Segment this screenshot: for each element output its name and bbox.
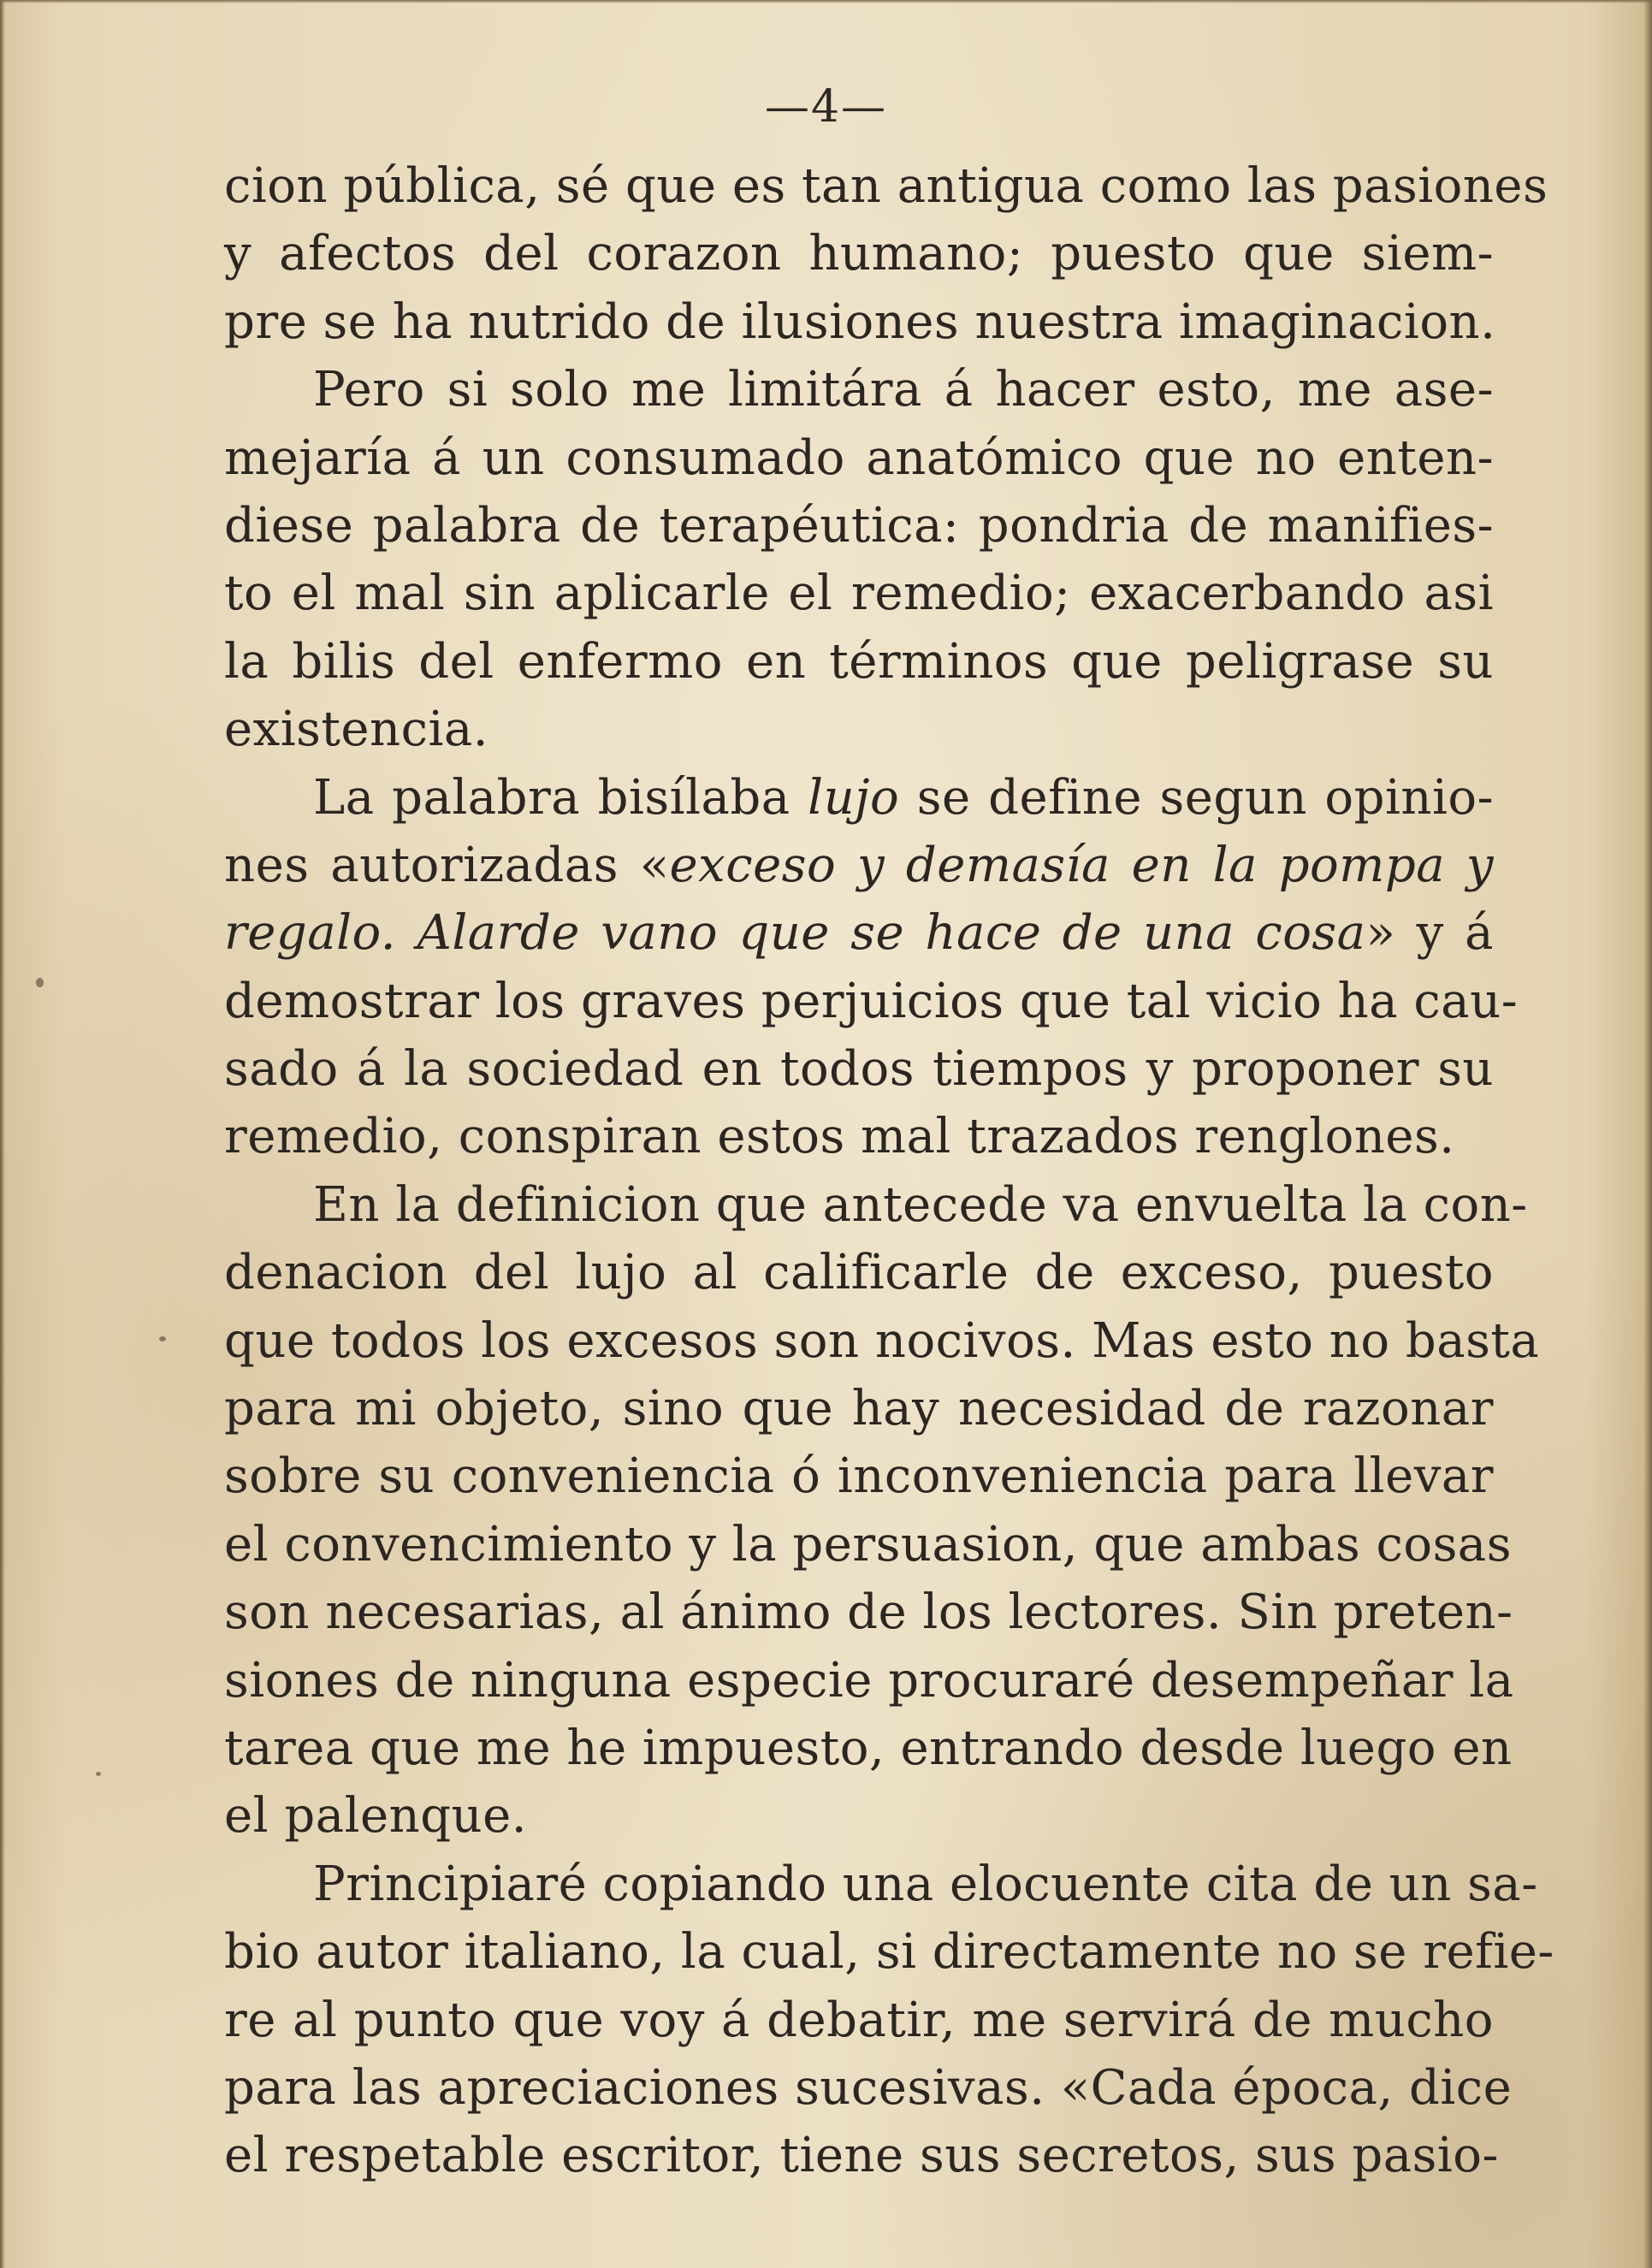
text-segment: que todos los excesos son nocivos. Mas esto no basta (224, 1312, 1540, 1369)
page-number: —4— (764, 81, 888, 133)
page-right-edge (1643, 0, 1652, 2268)
text-segment: Principiaré copiando una elocuente cita de un sa- (313, 1856, 1538, 1912)
text-line (224, 1171, 1528, 1239)
text-line (224, 152, 1548, 220)
text-segment: el convencimiento y la persuasion, que ambas cosas (224, 1516, 1512, 1572)
text-segment: el respetable escritor, tiene sus secretos, sus pasio- (224, 2128, 1499, 2184)
text-segment: siones de ninguna especie procuraré desempeñar la (224, 1652, 1514, 1708)
italic-text: lujo (808, 769, 900, 826)
ink-speck (36, 978, 44, 987)
text-line (224, 1918, 1554, 1986)
text-segment: existencia. (224, 702, 489, 758)
text-line (224, 1578, 1513, 1646)
text-segment: se define segun opinio- (899, 769, 1495, 826)
text-line (224, 220, 1494, 287)
text-line (224, 560, 1494, 627)
paragraph (224, 1851, 1554, 2190)
text-line (224, 1987, 1494, 2054)
text-segment: pre se ha nutrido de ilusiones nuestra imaginacion. (224, 293, 1496, 350)
text-segment: nes autorizadas « (224, 837, 670, 893)
text-segment: » y á (1365, 905, 1494, 962)
text-segment: y afectos del corazon humano; puesto que siem- (224, 226, 1494, 282)
text-segment: el palenque. (224, 1788, 528, 1845)
text-line (224, 1782, 1494, 1850)
text-line (224, 899, 1494, 967)
text-line (224, 968, 1519, 1035)
paragraph (224, 1171, 1540, 1851)
text-segment: para las apreciaciones sucesivas. «Cada época, dice (224, 2059, 1513, 2116)
text-line (224, 1442, 1494, 1510)
text-line (224, 1851, 1538, 1918)
text-segment: diese palabra de terapéutica: pondria de manifies- (224, 497, 1494, 554)
text-line (224, 1647, 1514, 1714)
text-line (224, 2054, 1513, 2122)
paragraph (224, 764, 1519, 1171)
text-segment: re al punto que voy á debatir, me servirá de mucho (224, 1992, 1494, 2048)
text-segment: La palabra bisílaba (313, 769, 808, 826)
ink-speck (159, 1336, 166, 1341)
text-line (224, 764, 1494, 832)
ink-speck (96, 1772, 101, 1776)
paragraph (224, 356, 1494, 763)
text-line (224, 696, 1494, 763)
text-segment: son necesarias, al ánimo de los lectores. Sin preten- (224, 1584, 1513, 1641)
text-line (224, 1375, 1494, 1442)
text-segment: bio autor italiano, la cual, si directamente no se refie- (224, 1924, 1554, 1981)
page-top-edge (0, 0, 1652, 3)
paragraph (224, 152, 1548, 356)
text-segment: para mi objeto, sino que hay necesidad de razonar (224, 1381, 1494, 1437)
text-line (224, 1714, 1513, 1782)
text-segment: remedio, conspiran estos mal trazados renglones. (224, 1109, 1455, 1165)
text-line (224, 424, 1494, 492)
text-line (224, 1103, 1494, 1170)
text-line (224, 832, 1494, 899)
text-line (224, 492, 1494, 560)
text-line (224, 356, 1494, 423)
text-segment: Pero si solo me limitára á hacer esto, me ase- (313, 362, 1494, 418)
text-line (224, 2122, 1499, 2189)
text-segment: to el mal sin aplicarle el remedio; exacerbando asi (224, 566, 1494, 622)
text-segment: En la definicion que antecede va envuelta la con- (313, 1176, 1528, 1233)
text-line (224, 288, 1494, 356)
text-segment: sado á la sociedad en todos tiempos y proponer su (224, 1041, 1494, 1098)
text-segment: mejaría á un consumado anatómico que no enten- (224, 429, 1494, 486)
text-segment: cion pública, sé que es tan antigua como las pasiones (224, 158, 1548, 214)
text-line (224, 1307, 1540, 1375)
text-line (224, 1239, 1494, 1306)
text-line (224, 628, 1494, 696)
italic-text: exceso y demasía en la pompa y (669, 837, 1495, 893)
text-segment: sobre su conveniencia ó inconveniencia para llevar (224, 1448, 1494, 1505)
text-segment: la bilis del enfermo en términos que peligrase su (224, 633, 1494, 690)
text-segment: denacion del lujo al calificarle de exceso, puesto (224, 1245, 1494, 1301)
text-line (224, 1511, 1512, 1578)
text-line (224, 1035, 1494, 1103)
italic-text: regalo. Alarde vano que se hace de una cosa (224, 905, 1366, 962)
text-segment: demostrar los graves perjuicios que tal vicio ha cau- (224, 973, 1519, 1029)
text-segment: tarea que me he impuesto, entrando desde luego en (224, 1720, 1513, 1776)
body-text (224, 152, 1554, 2190)
page-left-edge (0, 0, 5, 2268)
